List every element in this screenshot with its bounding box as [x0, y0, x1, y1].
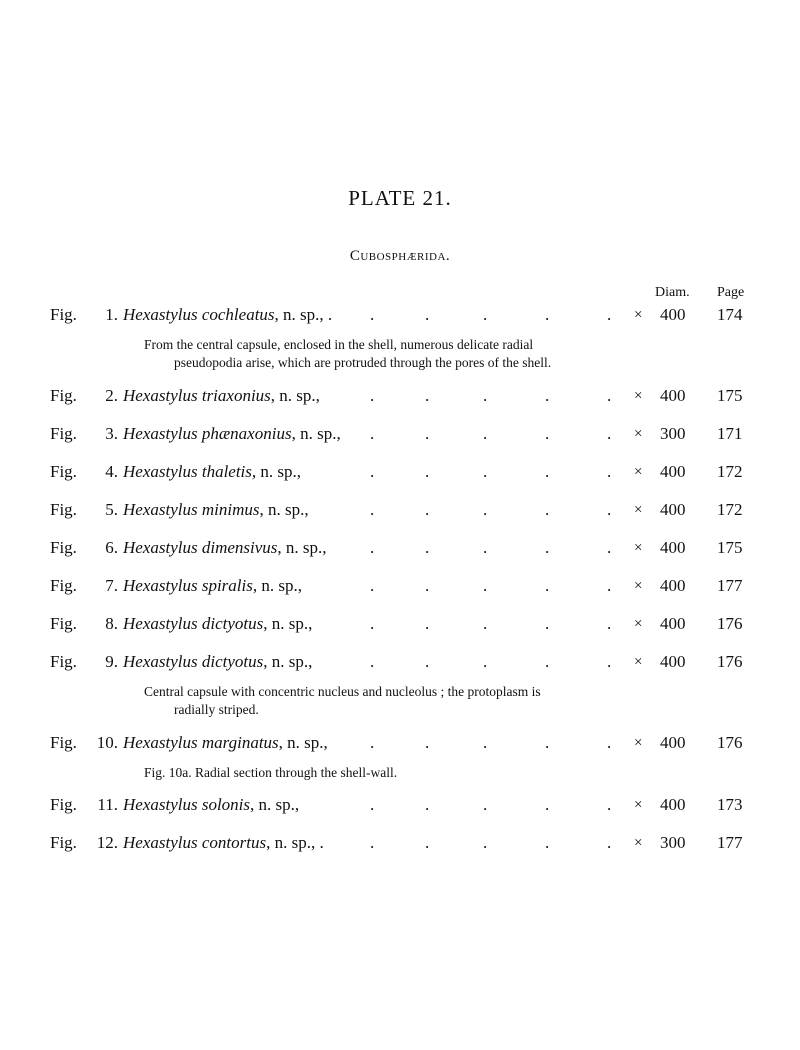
magnification-sign: × — [634, 578, 643, 594]
figure-row — [0, 652, 800, 678]
species-suffix: , n. sp., — [277, 538, 327, 557]
figure-row — [0, 576, 800, 602]
species-italic: Hexastylus spiralis — [123, 576, 253, 595]
species-italic: Hexastylus marginatus — [123, 733, 279, 752]
fig-label: Fig. — [50, 462, 77, 481]
fig-label: Fig. — [50, 652, 77, 671]
section-title: Cubosphærida. — [349, 248, 451, 264]
leader-dots: . . . . . — [370, 576, 612, 595]
species-suffix: , n. sp., . — [274, 305, 333, 324]
fig-label: Fig. — [50, 500, 77, 519]
species-italic: Hexastylus cochleatus — [123, 305, 275, 324]
leader-dots: . . . . . — [370, 305, 612, 324]
fig-label: Fig. — [50, 424, 77, 443]
species-name — [123, 652, 312, 672]
species-suffix: , n. sp., — [259, 500, 309, 519]
figure-note-line: From the central capsule, enclosed in the shell, numerous delicate radial — [144, 337, 534, 352]
page-number: 173 — [717, 795, 743, 814]
diameter-value: 400 — [660, 652, 686, 671]
page-number: 176 — [717, 614, 743, 633]
species-name — [123, 305, 332, 325]
leader-dots: . . . . . — [370, 462, 612, 481]
species-name — [123, 576, 302, 596]
species-name — [123, 614, 312, 634]
figure-row — [0, 462, 800, 488]
fig-label: Fig. — [50, 795, 77, 814]
species-italic: Hexastylus phænaxonius — [123, 424, 292, 443]
diameter-value: 300 — [660, 424, 686, 443]
fig-label: Fig. — [50, 386, 77, 405]
fig-number: 9. — [105, 652, 118, 671]
fig-number: 4. — [105, 462, 118, 481]
page-number: 174 — [717, 305, 743, 324]
leader-dots: . . . . . — [370, 500, 612, 519]
figure-row — [0, 424, 800, 450]
magnification-sign: × — [634, 307, 643, 323]
diameter-value: 400 — [660, 500, 686, 519]
page-column-header: Page — [717, 285, 745, 300]
species-name — [123, 538, 327, 558]
plate-title: PLATE 21. — [348, 186, 452, 210]
leader-dots: . . . . . — [370, 614, 612, 633]
page-number: 175 — [717, 538, 743, 557]
species-suffix: , n. sp., — [252, 576, 302, 595]
species-name — [123, 833, 324, 853]
fig-number: 11. — [97, 795, 118, 814]
diameter-value: 400 — [660, 386, 686, 405]
species-italic: Hexastylus dictyotus — [123, 614, 264, 633]
fig-label: Fig. — [50, 614, 77, 633]
magnification-sign: × — [634, 616, 643, 632]
species-suffix: , n. sp., — [278, 733, 328, 752]
fig-number: 7. — [105, 576, 118, 595]
figure-note-line: radially striped. — [174, 702, 259, 717]
leader-dots: . . . . . — [370, 424, 612, 443]
figure-row — [0, 614, 800, 640]
diameter-value: 400 — [660, 576, 686, 595]
species-name — [123, 424, 341, 444]
species-name — [123, 733, 328, 753]
fig-number: 10. — [96, 733, 118, 752]
diameter-value: 400 — [660, 538, 686, 557]
species-suffix: , n. sp., — [270, 386, 320, 405]
diameter-value: 400 — [660, 462, 686, 481]
diam-column-header: Diam. — [655, 285, 690, 300]
leader-dots: . . . . . — [370, 386, 612, 405]
figure-row — [0, 733, 800, 759]
diameter-value: 400 — [660, 795, 686, 814]
figure-row — [0, 795, 800, 821]
fig-number: 3. — [105, 424, 118, 443]
fig-number: 8. — [105, 614, 118, 633]
species-italic: Hexastylus triaxonius — [123, 386, 271, 405]
figure-note-line: pseudopodia arise, which are protruded through the pores of the shell. — [174, 355, 552, 370]
magnification-sign: × — [634, 426, 643, 442]
magnification-sign: × — [634, 502, 643, 518]
diameter-value: 300 — [660, 833, 686, 852]
species-suffix: , n. sp., — [291, 424, 341, 443]
species-name — [123, 462, 301, 482]
magnification-sign: × — [634, 540, 643, 556]
fig-number: 2. — [105, 386, 118, 405]
diameter-value: 400 — [660, 305, 686, 324]
species-suffix: , n. sp., — [251, 462, 302, 481]
magnification-sign: × — [634, 388, 643, 404]
magnification-sign: × — [634, 735, 643, 751]
figure-note-line: Fig. 10a. Radial section through the shell-wall. — [144, 765, 398, 780]
species-italic: Hexastylus minimus — [123, 500, 260, 519]
species-suffix: , n. sp., — [250, 795, 300, 814]
figure-row — [0, 305, 800, 331]
fig-label: Fig. — [50, 538, 77, 557]
species-suffix: , n. sp., . — [266, 833, 324, 852]
page-number: 176 — [717, 733, 743, 752]
fig-label: Fig. — [50, 733, 77, 752]
fig-number: 6. — [105, 538, 118, 557]
fig-number: 12. — [96, 833, 118, 852]
species-suffix: , n. sp., — [263, 614, 313, 633]
page-number: 177 — [717, 833, 743, 852]
magnification-sign: × — [634, 654, 643, 670]
leader-dots: . . . . . — [370, 538, 612, 557]
leader-dots: . . . . . — [370, 833, 612, 852]
figure-row — [0, 833, 800, 859]
fig-label: Fig. — [50, 833, 77, 852]
species-name — [123, 795, 299, 815]
page-number: 176 — [717, 652, 743, 671]
species-name — [123, 500, 309, 520]
page-number: 177 — [717, 576, 743, 595]
leader-dots: . . . . . — [370, 795, 612, 814]
species-suffix: , n. sp., — [263, 652, 313, 671]
magnification-sign: × — [634, 835, 643, 851]
species-italic: Hexastylus dimensivus — [123, 538, 278, 557]
page-number: 171 — [717, 424, 743, 443]
fig-label: Fig. — [50, 576, 77, 595]
diameter-value: 400 — [660, 614, 686, 633]
magnification-sign: × — [634, 464, 643, 480]
magnification-sign: × — [634, 797, 643, 813]
species-italic: Hexastylus dictyotus — [123, 652, 264, 671]
leader-dots: . . . . . — [370, 652, 612, 671]
figure-note-line: Central capsule with concentric nucleus and nucleolus ; the protoplasm is — [144, 684, 541, 699]
page-number: 175 — [717, 386, 743, 405]
fig-number: 5. — [105, 500, 118, 519]
page-number: 172 — [717, 500, 743, 519]
figure-row — [0, 538, 800, 564]
page-number: 172 — [717, 462, 743, 481]
fig-label: Fig. — [50, 305, 77, 324]
figure-row — [0, 500, 800, 526]
species-name — [123, 386, 320, 406]
diameter-value: 400 — [660, 733, 686, 752]
species-italic: Hexastylus contortus — [123, 833, 267, 852]
figure-row — [0, 386, 800, 412]
leader-dots: . . . . . — [370, 733, 612, 752]
species-italic: Hexastylus solonis — [123, 795, 251, 814]
fig-number: 1. — [105, 305, 118, 324]
species-italic: Hexastylus thaletis — [123, 462, 252, 481]
